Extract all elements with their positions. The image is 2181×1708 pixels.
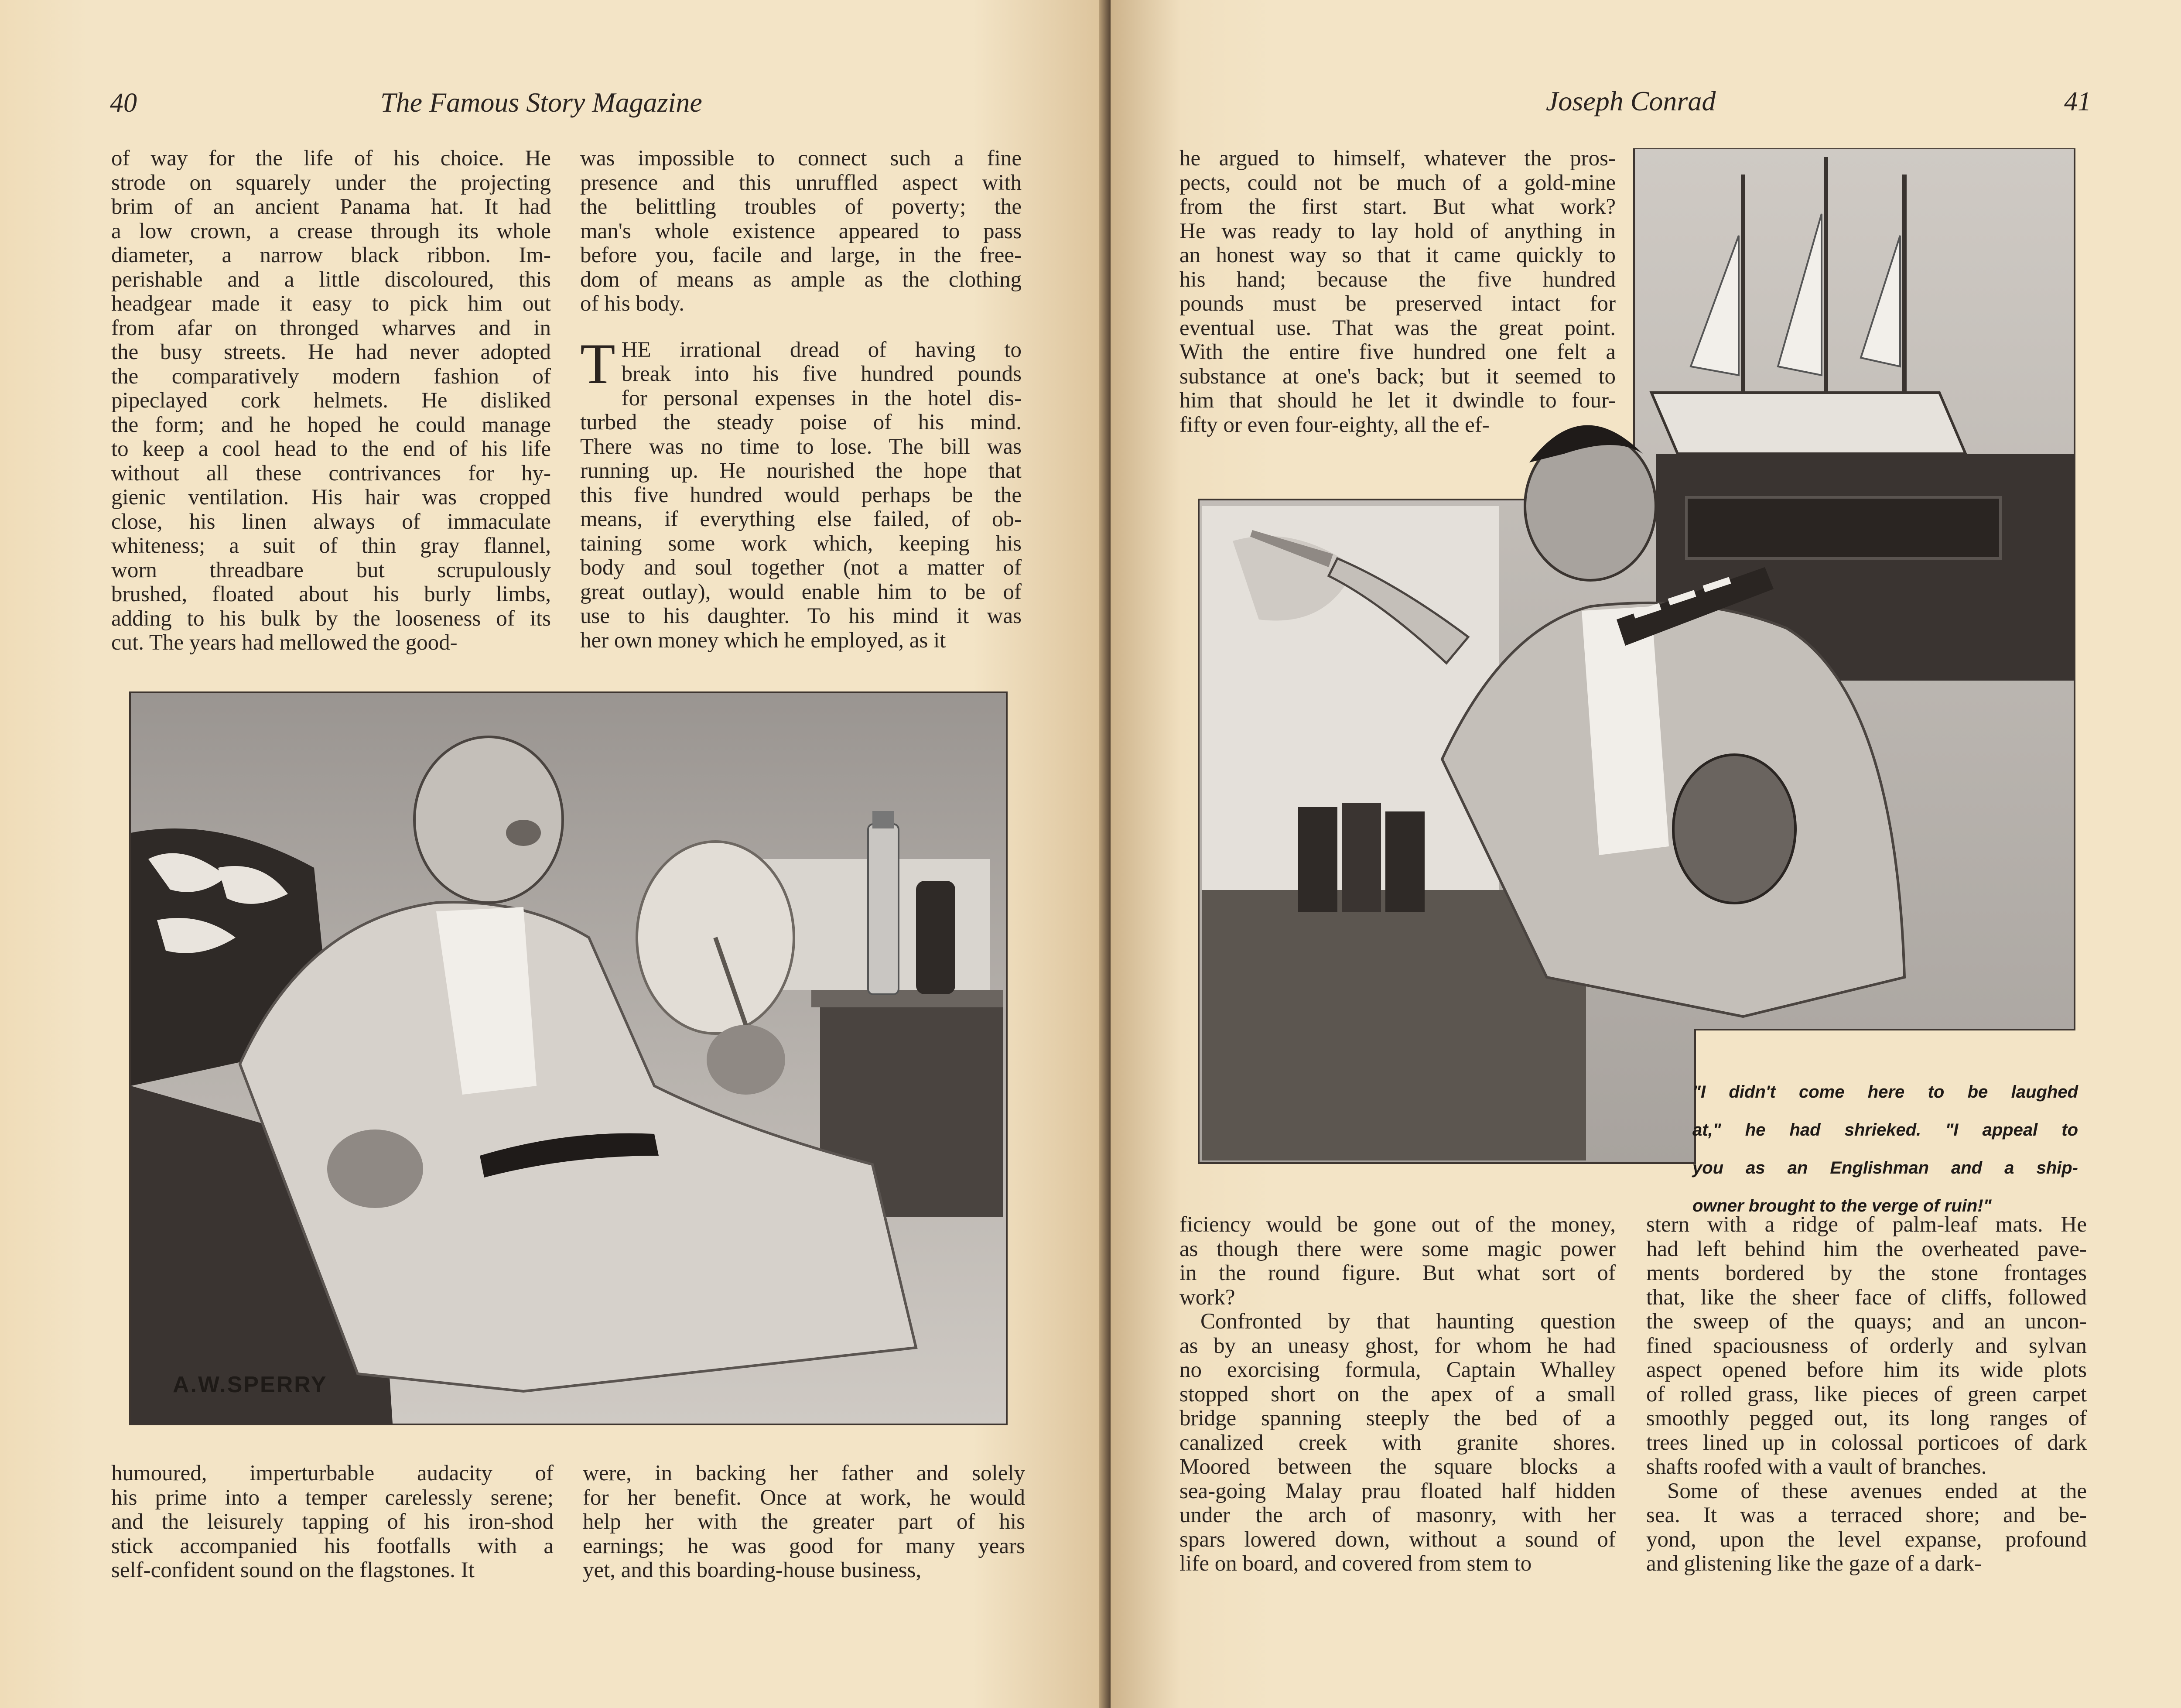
text-block xyxy=(111,147,551,655)
text-line: whiteness; a suit of thin gray flannel, xyxy=(111,534,551,558)
text-line: There was no time to lose. The bill was xyxy=(580,434,1022,459)
text-line: diameter, a narrow black ribbon. Im- xyxy=(111,243,551,267)
paragraph xyxy=(1179,1310,1616,1576)
text-line: had left behind him the overheated pave- xyxy=(1646,1236,2087,1261)
text-line: worn threadbare but scrupulously xyxy=(111,558,551,582)
right-running-head: Joseph Conrad xyxy=(1546,86,1716,116)
text-line: from afar on thronged wharves and in xyxy=(111,315,551,340)
text-line: sea. It was a terraced shore; and be- xyxy=(1646,1503,2087,1527)
text-line: stern with a ridge of palm-leaf mats. He xyxy=(1646,1212,2087,1237)
text-line: and the leisurely tapping of his iron-shod xyxy=(111,1509,554,1534)
caption-text xyxy=(1692,1082,2078,1216)
text-line: were, in backing her father and solely xyxy=(583,1461,1025,1486)
text-line: man's whole existence appeared to pass xyxy=(580,219,1022,243)
text-line: that, like the sheer face of cliffs, followed xyxy=(1646,1285,2087,1310)
text-line: the sweep of the quays; and an uncon- xyxy=(1646,1309,2087,1334)
text-line: Some of these avenues ended at the xyxy=(1667,1479,2087,1503)
paragraph xyxy=(1646,1213,2087,1479)
text-line: in the round figure. But what sort of xyxy=(1179,1261,1616,1285)
illustration-pointing-man xyxy=(1198,148,2076,1165)
right-bottom-column-2 xyxy=(1646,1213,2087,1576)
text-line: no exorcising formula, Captain Whalley xyxy=(1179,1358,1616,1382)
text-line: at," he had shrieked. "I appeal to xyxy=(1692,1120,2078,1140)
text-line: substance at one's back; but it seemed to xyxy=(1179,364,1616,389)
text-line: him that should he let it dwindle to four- xyxy=(1179,388,1616,413)
text-line: earnings; he was good for many years xyxy=(583,1533,1025,1558)
text-line: headgear made it easy to pick him out xyxy=(111,291,551,316)
paragraph xyxy=(1179,1213,1616,1310)
text-line: Moored between the square blocks a xyxy=(1179,1455,1616,1479)
right-page-number: 41 xyxy=(2064,87,2091,116)
text-line: for her benefit. Once at work, he would xyxy=(583,1485,1025,1510)
left-page-number: 40 xyxy=(110,88,137,118)
text-line: bridge spanning steeply the bed of a xyxy=(1179,1406,1616,1431)
text-line: spars lowered down, without a sound of xyxy=(1179,1527,1616,1552)
text-line: as by an uneasy ghost, for whom he had xyxy=(1179,1333,1616,1358)
paragraph xyxy=(580,331,1022,653)
illustration-seated-man xyxy=(129,691,1008,1425)
left-top-column-1 xyxy=(111,147,551,655)
text-line: the belittling troubles of poverty; the xyxy=(580,195,1022,219)
text-line: humoured, imperturbable audacity of xyxy=(111,1461,554,1486)
paragraph xyxy=(1646,1479,2087,1576)
text-line: brushed, floated about his burly limbs, xyxy=(111,582,551,606)
text-line: life on board, and covered from stem to xyxy=(1179,1551,1532,1576)
text-line: pects, could not be much of a gold-mine xyxy=(1179,170,1616,195)
text-line: break into his five hundred pounds xyxy=(621,362,1022,386)
text-line: the form; and he hoped he could manage xyxy=(111,412,551,437)
text-line: use to his daughter. To his mind it was xyxy=(580,604,1022,628)
text-line: trees lined up in colossal porticoes of dark xyxy=(1646,1430,2087,1455)
text-line: self-confident sound on the flagstones. It xyxy=(111,1558,475,1582)
text-line: for personal expenses in the hotel dis- xyxy=(621,386,1022,411)
text-line: HE irrational dread of having to xyxy=(621,337,1022,362)
text-line: shafts roofed with a vault of branches. xyxy=(1646,1455,1987,1479)
text-line: sea-going Malay prau floated half hidden xyxy=(1179,1479,1616,1503)
pointing-man-drawing xyxy=(1198,148,2076,1165)
text-line: work? xyxy=(1179,1285,1235,1310)
text-line: of his body. xyxy=(580,291,684,316)
paragraph xyxy=(580,147,1022,316)
text-line: his hand; because the five hundred xyxy=(1179,267,1616,292)
dropcap-letter: T xyxy=(580,331,615,396)
left-bottom-column-2 xyxy=(583,1462,1025,1583)
text-line: he argued to himself, whatever the pros- xyxy=(1179,146,1616,171)
text-line: With the entire five hundred one felt a xyxy=(1179,340,1616,364)
text-line: pounds must be preserved intact for xyxy=(1179,291,1616,316)
text-line: to keep a cool head to the end of his life xyxy=(111,437,551,461)
text-line: this five hundred would perhaps be the xyxy=(580,483,1022,507)
text-line: her own money which he employed, as it xyxy=(580,628,946,653)
text-line: close, his linen always of immaculate xyxy=(111,509,551,534)
text-line: stick accompanied his footfalls with a xyxy=(111,1533,554,1558)
text-line: Confronted by that haunting question xyxy=(1200,1309,1616,1334)
text-line: before you, facile and large, in the free- xyxy=(580,243,1022,267)
text-block xyxy=(583,1462,1025,1583)
text-line: under the arch of masonry, with her xyxy=(1179,1503,1616,1527)
text-line: great outlay), would enable him to be of xyxy=(580,579,1022,604)
text-line: cut. The years had mellowed the good- xyxy=(111,630,458,655)
text-line: and glistening like the gaze of a dark- xyxy=(1646,1551,1982,1576)
text-line: stopped short on the apex of a small xyxy=(1179,1382,1616,1407)
text-line: fined spaciousness of orderly and sylvan xyxy=(1646,1333,2087,1358)
paragraph-dropcap xyxy=(580,331,1022,653)
text-line: body and soul together (not a matter of xyxy=(580,555,1022,580)
text-line: means, if everything else failed, of ob- xyxy=(580,507,1022,531)
text-line: adding to his bulk by the looseness of its xyxy=(111,606,551,631)
left-top-column-2 xyxy=(580,147,1022,653)
text-line: gienic ventilation. His hair was cropped xyxy=(111,485,551,510)
text-line: the busy streets. He had never adopted xyxy=(111,340,551,364)
text-line: without all these contrivances for hy- xyxy=(111,461,551,486)
text-line: eventual use. That was the great point. xyxy=(1179,315,1616,340)
text-line: was impossible to connect such a fine xyxy=(580,146,1022,171)
text-line: turbed the steady poise of his mind. xyxy=(580,410,1022,435)
artist-signature: A.W.SPERRY xyxy=(173,1372,328,1397)
text-line: He was ready to lay hold of anything in xyxy=(1179,219,1616,243)
text-line: strode on squarely under the projecting xyxy=(111,170,551,195)
text-line: yet, and this boarding-house business, xyxy=(583,1558,922,1582)
text-line: dom of means as ample as the clothing xyxy=(580,267,1022,292)
text-line: smoothly pegged out, its long ranges of xyxy=(1646,1406,2087,1431)
text-line: brim of an ancient Panama hat. It had xyxy=(111,195,551,219)
text-line: taining some work which, keeping his xyxy=(580,531,1022,556)
text-line: of way for the life of his choice. He xyxy=(111,146,551,171)
text-line: from the first start. But what work? xyxy=(1179,195,1616,219)
left-running-head: The Famous Story Magazine xyxy=(380,87,702,118)
text-line: fifty or even four-eighty, all the ef- xyxy=(1179,412,1490,437)
text-line: running up. He nourished the hope that xyxy=(580,459,1022,483)
text-line: help her with the greater part of his xyxy=(583,1509,1025,1534)
text-line: you as an Englishman and a ship- xyxy=(1692,1158,2078,1177)
right-bottom-column-1 xyxy=(1179,1213,1616,1576)
left-bottom-column-1 xyxy=(111,1462,554,1583)
illustration-caption xyxy=(1692,1065,2078,1234)
text-line: owner brought to the verge of ruin!" xyxy=(1692,1196,1992,1215)
text-line: of rolled grass, like pieces of green carpet xyxy=(1646,1382,2087,1407)
text-line: an honest way so that it came quickly to xyxy=(1179,243,1616,267)
text-line: the comparatively modern fashion of xyxy=(111,364,551,389)
text-line: ficiency would be gone out of the money, xyxy=(1179,1212,1616,1237)
text-line: aspect opened before him its wide plots xyxy=(1646,1358,2087,1382)
text-line: yond, upon the level expanse, profound xyxy=(1646,1527,2087,1552)
text-line: as though there were some magic power xyxy=(1179,1236,1616,1261)
right-page xyxy=(1111,0,2181,1708)
text-line: "I didn't come here to be laughed xyxy=(1692,1082,2078,1102)
text-line: canalized creek with granite shores. xyxy=(1179,1430,1616,1455)
seated-man-drawing xyxy=(131,693,1006,1424)
text-block xyxy=(111,1462,554,1583)
text-line: his prime into a temper carelessly serene; xyxy=(111,1485,554,1510)
text-line: presence and this unruffled aspect with xyxy=(580,170,1022,195)
text-line: a low crown, a crease through its whole xyxy=(111,219,551,243)
text-line: pipeclayed cork helmets. He disliked xyxy=(111,388,551,413)
text-line: ments bordered by the stone frontages xyxy=(1646,1261,2087,1285)
text-line: perishable and a little discoloured, this xyxy=(111,267,551,292)
